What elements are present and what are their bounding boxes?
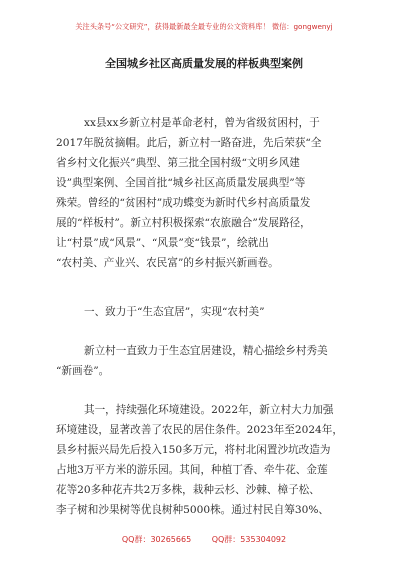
text-line: 展的“样板村”。新立村积极探索“农旅融合”发展路径， xyxy=(56,217,311,229)
text-line: xx县xx乡新立村是革命老村，曾为省级贫困村，于 xyxy=(84,117,320,129)
heading-text: 一、致力于“生态宜居”，实现“农村美” xyxy=(84,306,265,318)
paragraph-intro xyxy=(56,113,356,273)
text-line: 设”典型案例、全国首批“城乡社区高质量发展典型”等 xyxy=(56,177,306,189)
text-line: 殊荣。曾经的“贫困村”成功蝶变为新时代乡村高质量发 xyxy=(56,197,311,209)
text-line: “新画卷”。 xyxy=(56,365,110,377)
text-line: 环境建设，显著改善了农民的居住条件。2023年至2024年， xyxy=(56,424,343,436)
text-line: 新立村一直致力于生态宜居建设，精心描绘乡村秀美 xyxy=(84,345,328,357)
paragraph-ecology xyxy=(56,341,356,381)
text-line: 省乡村文化振兴”典型、第三批全国村级“文明乡风建 xyxy=(56,157,300,169)
text-line: 2017年脱贫摘帽。此后，新立村一路奋进，先后荣获“全 xyxy=(56,137,322,149)
footer-banner: QQ群：30265665 QQ群：535304092 xyxy=(121,535,287,544)
text-line: 花等20多种花卉共2万多株，栽种云杉、沙棘、樟子松、 xyxy=(56,484,320,496)
document-title: 全国城乡社区高质量发展的样板典型案例 xyxy=(105,57,303,70)
text-line: 县乡村振兴局先后投入150多万元，将村北闲置沙坑改造为 xyxy=(56,444,331,456)
text-line: “农村美、产业兴、农民富”的乡村振兴新画卷。 xyxy=(56,257,279,269)
text-line: 让“村景”成“风景”、“风景”变“钱景”，绘就出 xyxy=(56,237,269,249)
text-line: 其一，持续强化环境建设。2022年，新立村大力加强 xyxy=(84,404,334,416)
text-line: 李子树和沙果树等优良树种5000株。通过村民自筹30%、 xyxy=(56,504,329,516)
paragraph-environment xyxy=(56,400,356,520)
section-heading xyxy=(56,302,356,322)
header-banner: 关注头条号“公文研究”，获得最新最全最专业的公文资料库！ 微信：gongwenyj xyxy=(75,22,333,31)
text-line: 占地3万平方米的游乐园。其间，种植丁香、牵牛花、金莲 xyxy=(56,464,328,476)
